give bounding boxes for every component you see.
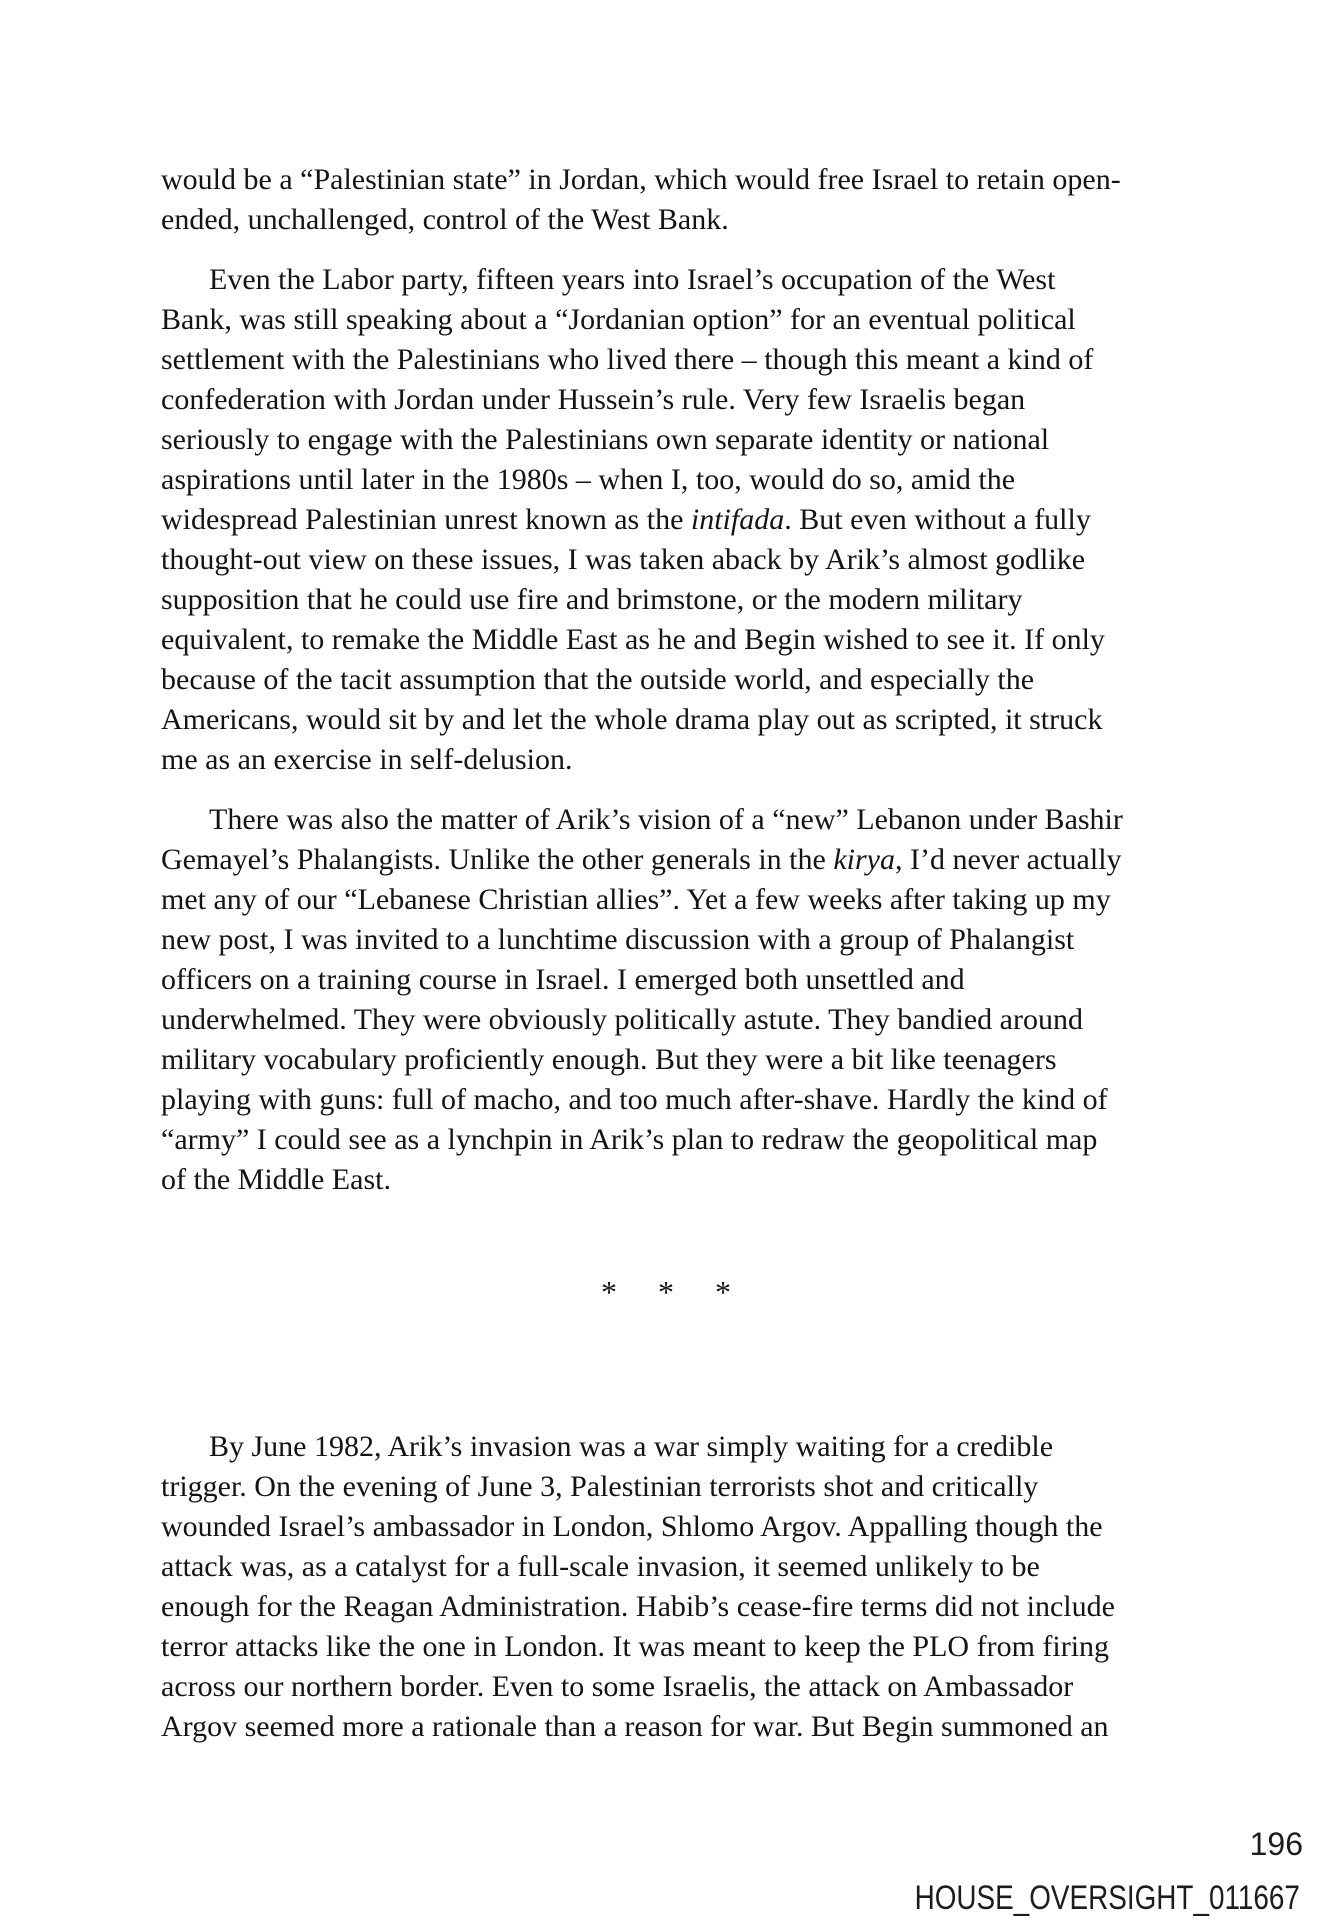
text-line: trigger. On the evening of June 3, Palestinian terrorists shot and critically xyxy=(161,1470,1039,1503)
text-line: attack was, as a catalyst for a full-scale invasion, it seemed unlikely to be xyxy=(161,1550,1040,1583)
asterisk: * xyxy=(658,1274,674,1310)
text-block-upper xyxy=(161,160,1171,1200)
text-line: By June 1982, Arik’s invasion was a war simply waiting for a credible xyxy=(209,1430,1054,1463)
text-line: settlement with the Palestinians who lived there – though this meant a kind of xyxy=(161,343,1094,376)
section-break xyxy=(161,1272,1171,1312)
paragraph xyxy=(161,800,1171,1200)
text-line: Bank, was still speaking about a “Jordanian option” for an eventual political xyxy=(161,303,1076,336)
text-line: equivalent, to remake the Middle East as he and Begin wished to see it. If only xyxy=(161,623,1105,656)
paragraph xyxy=(161,260,1171,780)
text-line: “army” I could see as a lynchpin in Arik’s plan to redraw the geopolitical map xyxy=(161,1123,1098,1156)
text-line: military vocabulary proficiently enough. But they were a bit like teenagers xyxy=(161,1043,1057,1076)
text-line: wounded Israel’s ambassador in London, Shlomo Argov. Appalling though the xyxy=(161,1510,1103,1543)
text-line: There was also the matter of Arik’s vision of a “new” Lebanon under Bashir xyxy=(209,803,1123,836)
text-line: across our northern border. Even to some Israelis, the attack on Ambassador xyxy=(161,1670,1074,1703)
text-line: terror attacks like the one in London. It was meant to keep the PLO from firing xyxy=(161,1630,1110,1663)
asterisk: * xyxy=(601,1274,617,1310)
text-line: seriously to engage with the Palestinians own separate identity or national xyxy=(161,423,1050,456)
text-line: supposition that he could use fire and brimstone, or the modern military xyxy=(161,583,1023,616)
paragraph xyxy=(161,160,1171,240)
text-line: new post, I was invited to a lunchtime discussion with a group of Phalangist xyxy=(161,923,1075,956)
text-line: me as an exercise in self-delusion. xyxy=(161,743,573,776)
text-line: underwhelmed. They were obviously politically astute. They bandied around xyxy=(161,1003,1083,1036)
text-line: ended, unchallenged, control of the West Bank. xyxy=(161,203,729,236)
paragraph xyxy=(161,1427,1171,1747)
text-line: aspirations until later in the 1980s – when I, too, would do so, amid the xyxy=(161,463,1016,496)
text-line: widespread Palestinian unrest known as the intifada. But even without a fully xyxy=(161,503,1091,536)
text-line: confederation with Jordan under Hussein’s rule. Very few Israelis began xyxy=(161,383,1026,416)
asterisk: * xyxy=(715,1274,731,1310)
text-line: enough for the Reagan Administration. Habib’s cease-fire terms did not include xyxy=(161,1590,1115,1623)
text-line: Argov seemed more a rationale than a reason for war. But Begin summoned an xyxy=(161,1710,1109,1743)
text-line: because of the tacit assumption that the outside world, and especially the xyxy=(161,663,1035,696)
text-line: of the Middle East. xyxy=(161,1163,391,1196)
text-line: Americans, would sit by and let the whole drama play out as scripted, it struck xyxy=(161,703,1103,736)
text-line: would be a “Palestinian state” in Jordan, which would free Israel to retain open- xyxy=(161,163,1121,196)
text-line: met any of our “Lebanese Christian allies”. Yet a few weeks after taking up my xyxy=(161,883,1111,916)
text-line: officers on a training course in Israel. I emerged both unsettled and xyxy=(161,963,965,996)
text-line: Even the Labor party, fifteen years into Israel’s occupation of the West xyxy=(209,263,1056,296)
page-number: 196 xyxy=(1249,1826,1303,1862)
text-line: Gemayel’s Phalangists. Unlike the other generals in the kirya, I’d never actually xyxy=(161,843,1122,876)
text-line: playing with guns: full of macho, and too much after-shave. Hardly the kind of xyxy=(161,1083,1108,1116)
text-block-lower xyxy=(161,1427,1171,1747)
text-line: thought-out view on these issues, I was taken aback by Arik’s almost godlike xyxy=(161,543,1086,576)
bates-stamp-watermark: HOUSE_OVERSIGHT_011667 xyxy=(914,1879,1300,1917)
